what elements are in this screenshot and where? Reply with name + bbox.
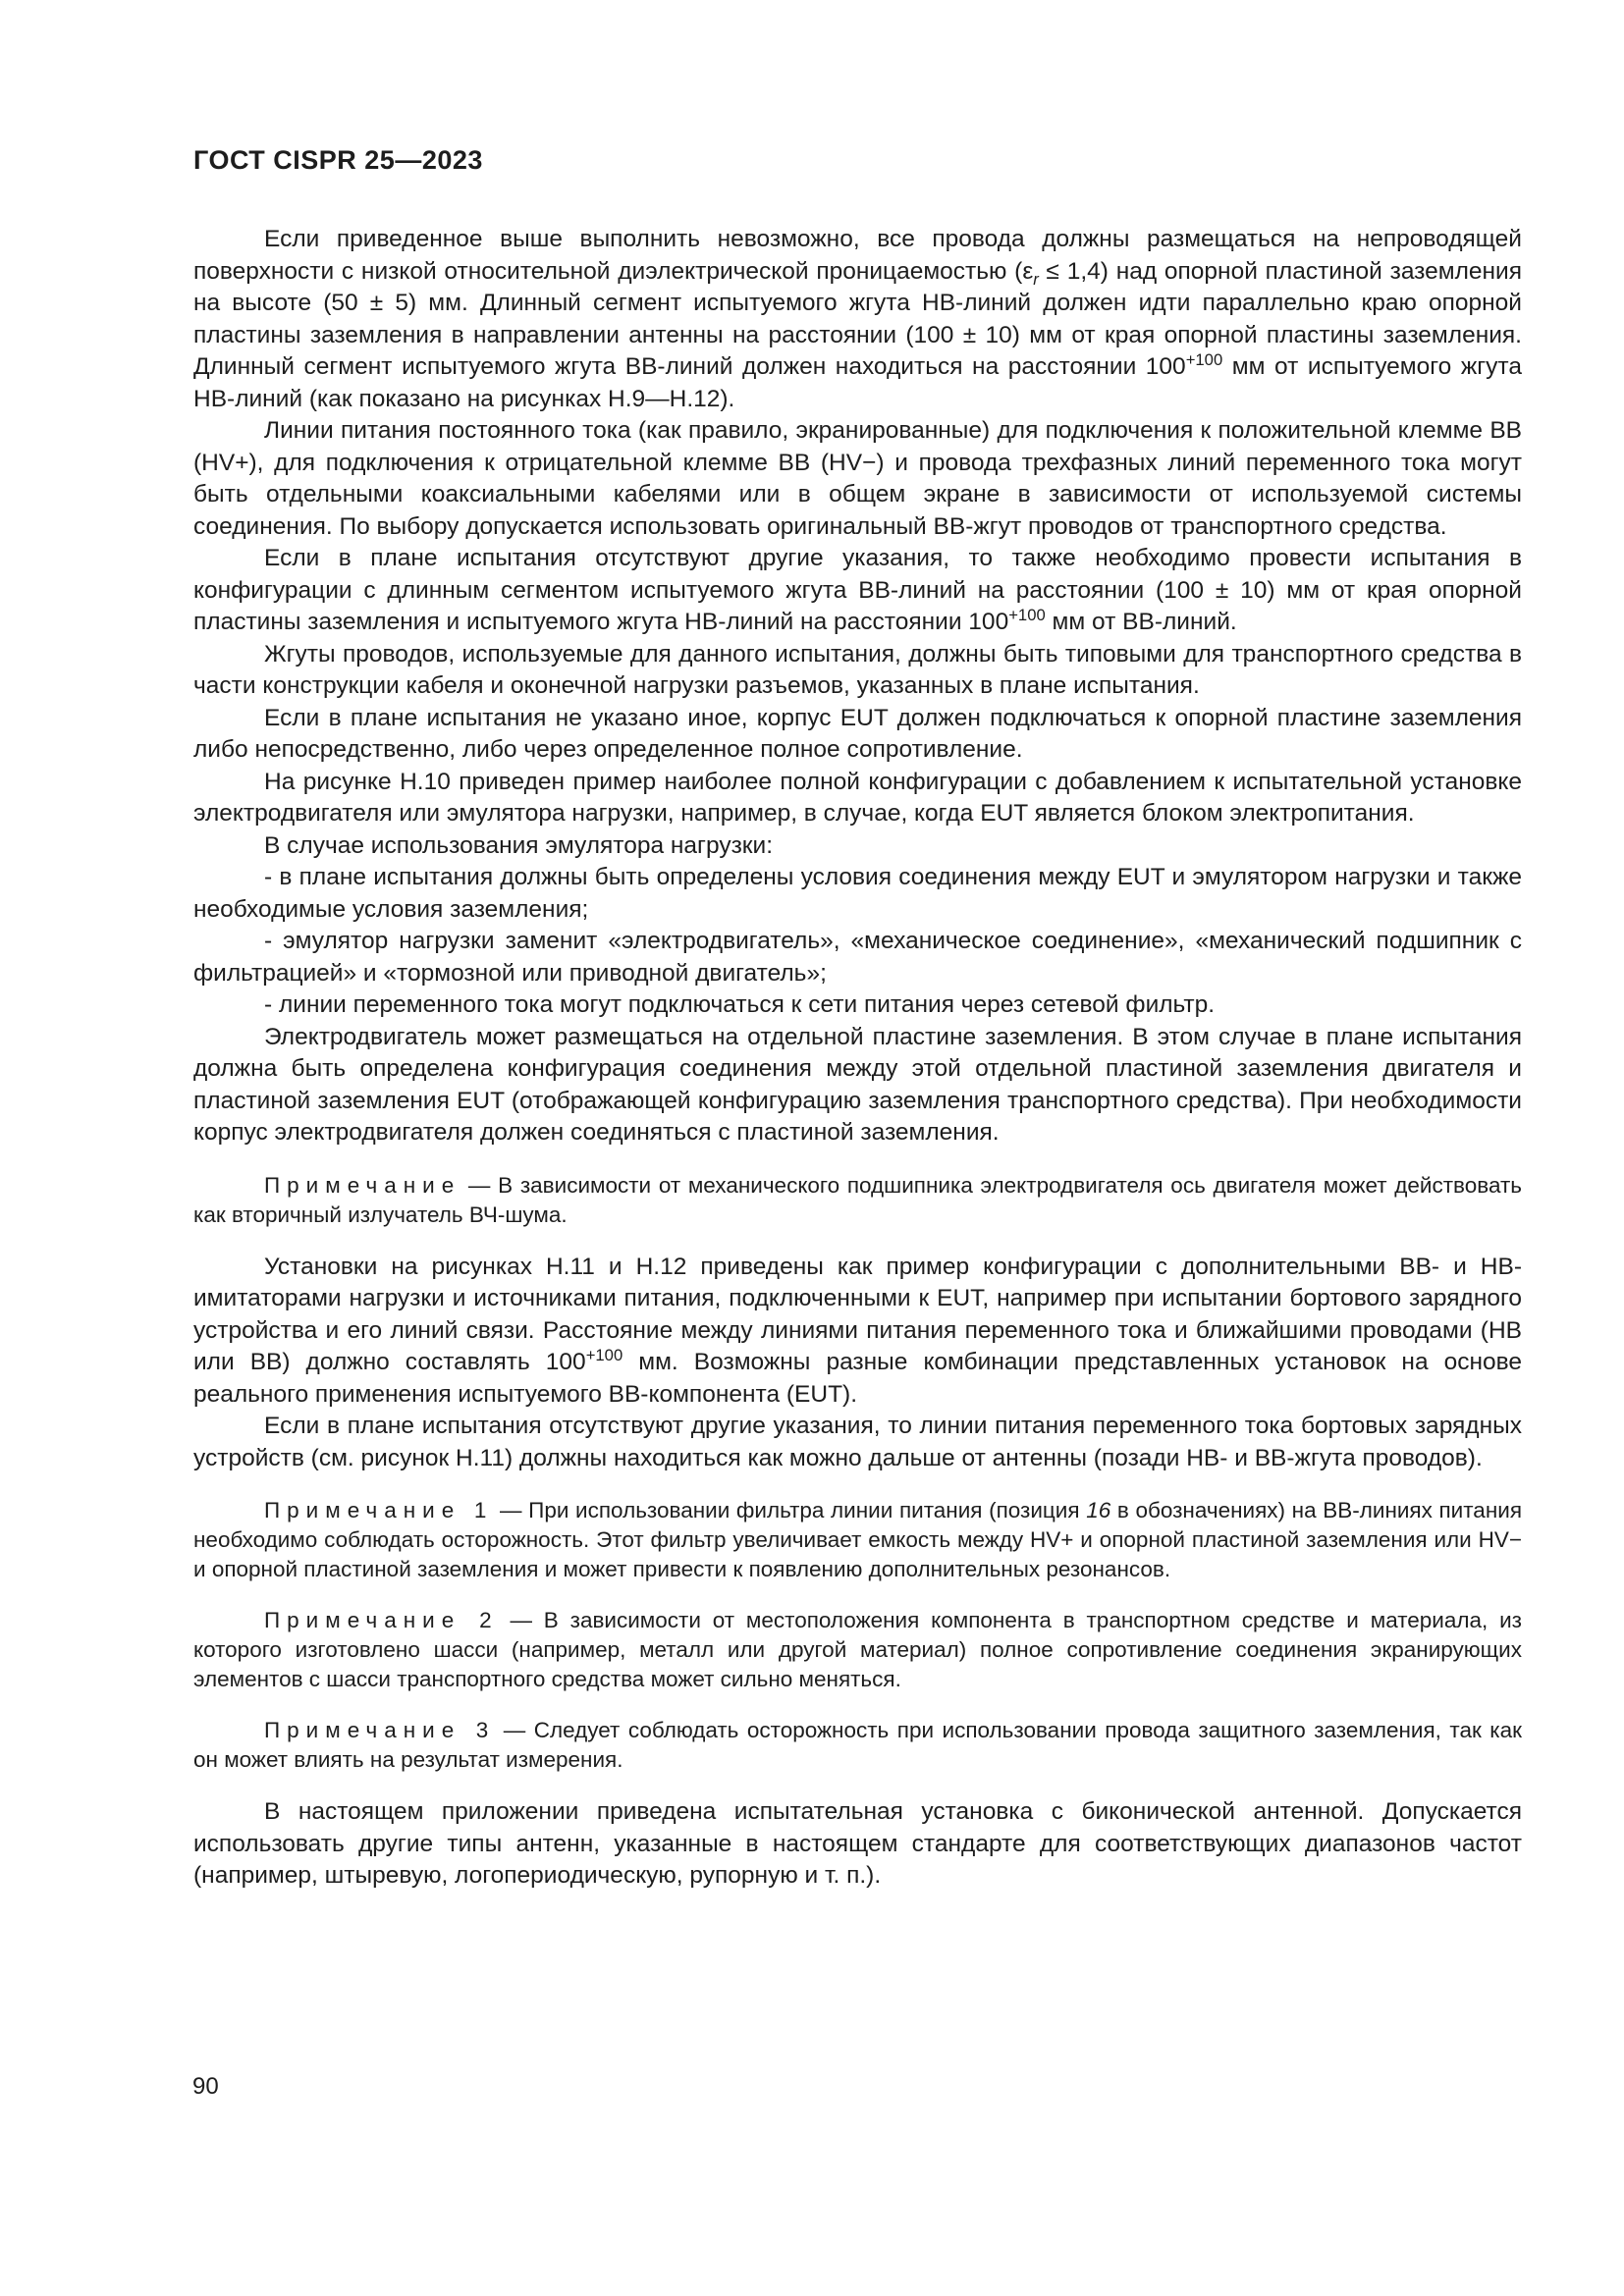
paragraph: [193, 543, 1522, 639]
text-segment: Примечание 1: [264, 1498, 494, 1522]
text-segment: Примечание: [264, 1172, 461, 1198]
list-item: [193, 862, 1522, 926]
text-segment: Если в плане испытания отсутствуют другие указания, то линии питания переменного тока бортовых зарядных устройств (см. рисунок Н.11) должны находиться как можно дальше от антенны (позади НВ- и ВВ-жгута проводов).: [193, 1413, 1522, 1471]
text-segment: +100: [1008, 605, 1046, 624]
paragraph: [193, 224, 1522, 415]
text-segment: мм от испытуемого жгута НВ-линий (как показано на рисунках Н.9—Н.12).: [193, 353, 1522, 412]
note: [193, 1171, 1522, 1230]
text-segment: Электродвигатель может размещаться на отдельной пластине заземления. В этом случае в плане испытания должна быть определена конфигурация соединения между этой отдельной пластиной заземления двигателя и пластиной заземления EUT (отображающей конфигурацию заземления транспортного средства). При необходимости корпус электродвигателя должен соединяться с пластиной заземления.: [193, 1023, 1522, 1146]
text-segment: r: [1033, 269, 1039, 289]
note: [193, 1606, 1522, 1694]
text-segment: - линии переменного тока могут подключаться к сети питания через сетевой фильтр.: [264, 991, 1216, 1018]
note: [193, 1496, 1522, 1584]
text-segment: Примечание 2: [264, 1608, 499, 1632]
text-segment: — Следует соблюдать осторожность при использовании провода защитного заземления, так как он может влиять на результат измерения.: [193, 1718, 1522, 1772]
text-segment: В случае использования эмулятора нагрузки:: [264, 831, 774, 859]
paragraph: [193, 703, 1522, 767]
text-segment: в обозначениях) на ВВ-линиях питания необходимо соблюдать осторожность. Этот фильтр увеличивает емкость между HV+ и опорной пластиной заземления или HV− и опорной пластиной заземления и может привести к появлению дополнительных резонансов.: [193, 1498, 1522, 1581]
paragraph: [193, 767, 1522, 830]
page-number: 90: [192, 2073, 219, 2100]
list-item: [193, 926, 1522, 989]
paragraph: [193, 639, 1522, 703]
text-segment: — В зависимости от местоположения компонента в транспортном средстве и материала, из которого изготовлено шасси (например, металл или другой материал) полное сопротивление соединения экранирующих элементов с шасси транспортного средства может сильно меняться.: [193, 1608, 1522, 1691]
paragraph: [193, 1252, 1522, 1412]
text-segment: - в плане испытания должны быть определены условия соединения между EUT и эмулятором нагрузки и также необходимые условия заземления;: [193, 864, 1522, 923]
text-segment: - эмулятор нагрузки заменит «электродвигатель», «механическое соединение», «механический подшипник с фильтрацией» и «тормозной или приводной двигатель»;: [193, 928, 1522, 987]
text-segment: — В зависимости от механического подшипника электродвигателя ось двигателя может действовать как вторичный излучатель ВЧ-шума.: [193, 1172, 1522, 1227]
text-segment: +100: [585, 1345, 623, 1364]
list-item: [193, 989, 1522, 1022]
text-segment: 16: [1086, 1498, 1111, 1522]
text-segment: ≤ 1,4) над опорной пластиной заземления на высоте (50 ± 5) мм. Длинный сегмент испытуемого жгута НВ-линий должен идти параллельно краю опорной пластины заземления в направлении антенны на расстоянии (100 ± 10) мм от края опорной пластины заземления. Длинный сегмент испытуемого жгута ВВ-линий должен находиться на расстоянии 100: [193, 257, 1522, 380]
document-body: [193, 224, 1522, 1893]
paragraph: [193, 1411, 1522, 1474]
text-segment: Жгуты проводов, используемые для данного испытания, должны быть типовыми для транспортного средства в части конструкции кабеля и оконечной нагрузки разъемов, указанных в плане испытания.: [193, 640, 1522, 699]
paragraph: [193, 830, 1522, 863]
running-header: ГОСТ CISPR 25—2023: [193, 145, 483, 175]
paragraph: [193, 415, 1522, 543]
text-segment: На рисунке Н.10 приведен пример наиболее полной конфигурации с добавлением к испытательной установке электродвигателя или эмулятора нагрузки, например, в случае, когда EUT является блоком электропитания.: [193, 768, 1522, 827]
text-segment: Если в плане испытания отсутствуют другие указания, то также необходимо провести испытания в конфигурации с длинным сегментом испытуемого жгута ВВ-линий на расстоянии (100 ± 10) мм от края опорной пластины заземления и испытуемого жгута НВ-линий на расстоянии 100: [193, 545, 1522, 635]
text-segment: Если в плане испытания не указано иное, корпус EUT должен подключаться к опорной пластине заземления либо непосредственно, либо через определенное полное сопротивление.: [193, 704, 1522, 763]
text-segment: — При использовании фильтра линии питания (позиция: [493, 1498, 1087, 1522]
text-segment: мм. Возможны разные комбинации представленных установок на основе реального применения испытуемого ВВ-компонента (EUT).: [193, 1349, 1522, 1408]
text-segment: +100: [1185, 349, 1223, 369]
paragraph: [193, 1022, 1522, 1149]
text-segment: Линии питания постоянного тока (как правило, экранированные) для подключения к положительной клемме ВВ (HV+), для подключения к отрицательной клемме ВВ (HV−) и провода трехфазных линий переменного тока могут быть отдельными коаксиальными кабелями или в общем экране в зависимости от используемой системы соединения. По выбору допускается использовать оригинальный ВВ-жгут проводов от транспортного средства.: [193, 417, 1522, 540]
paragraph: [193, 1796, 1522, 1893]
text-segment: Примечание 3: [264, 1718, 496, 1742]
note: [193, 1716, 1522, 1775]
text-segment: В настоящем приложении приведена испытательная установка с биконической антенной. Допускается использовать другие типы антенн, указанные в настоящем стандарте для соответствующих диапазонов частот (например, штыревую, логопериодическую, рупорную и т. п.).: [193, 1798, 1522, 1889]
text-segment: мм от ВВ-линий.: [1045, 609, 1237, 635]
text-segment: Если приведенное выше выполнить невозможно, все провода должны размещаться на непроводящей поверхности с низкой относительной диэлектрической проницаемостью (ε: [193, 226, 1522, 285]
text-segment: Установки на рисунках Н.11 и Н.12 приведены как пример конфигурации с дополнительными ВВ- и НВ-имитаторами нагрузки и источниками питания, подключенными к EUT, например при испытании бортового зарядного устройства и его линий связи. Расстояние между линиями питания переменного тока и ближайшими проводами (НВ или ВВ) должно составлять 100: [193, 1253, 1522, 1375]
